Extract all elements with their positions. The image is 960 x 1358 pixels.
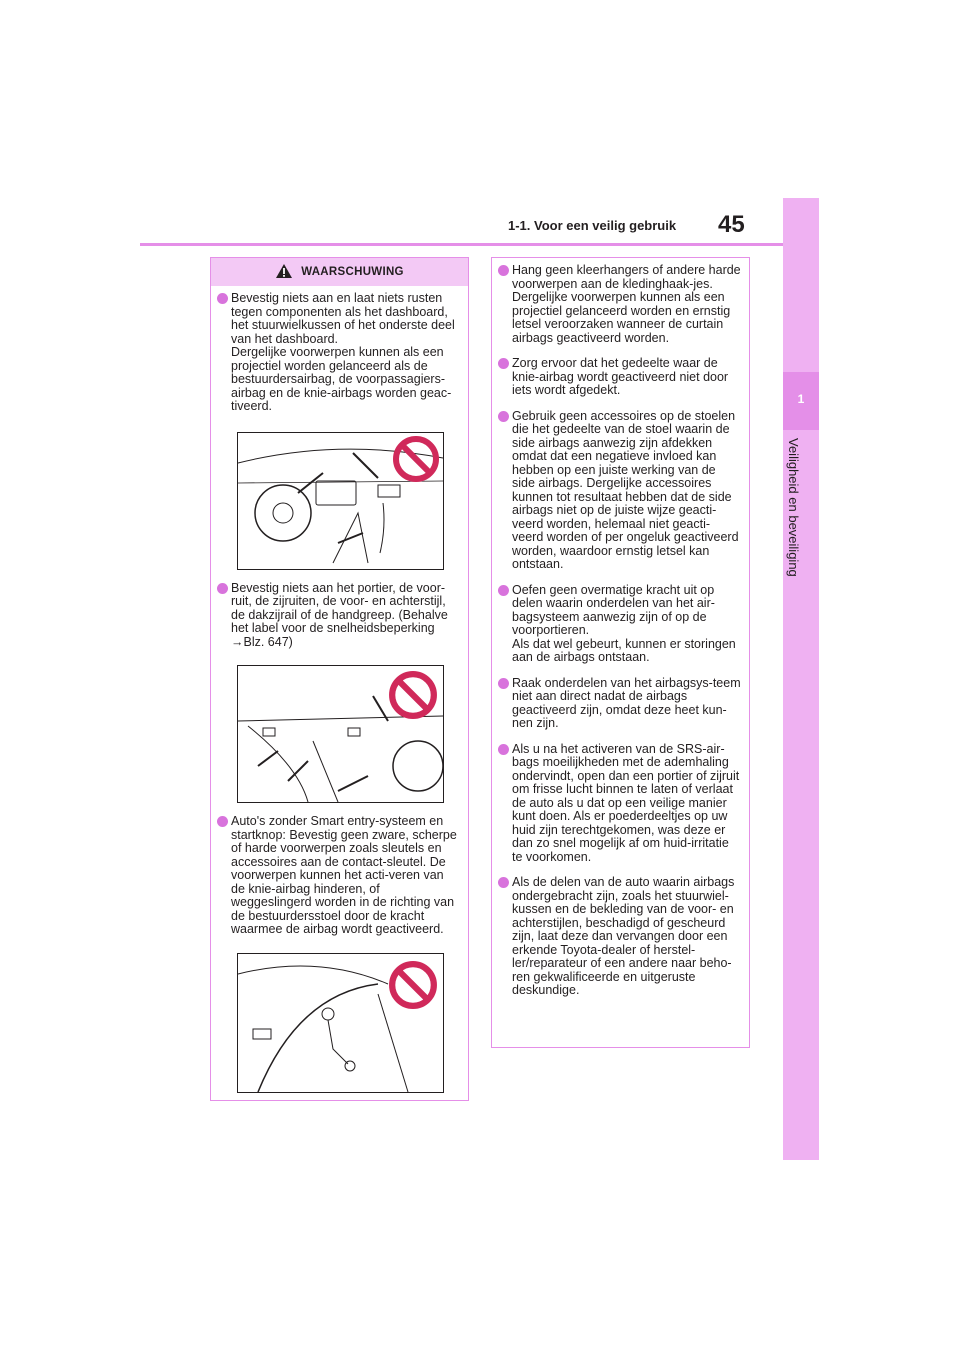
page-number: 45 — [718, 211, 745, 238]
bullet-icon — [498, 265, 509, 276]
section-title: 1-1. Voor een veilig gebruik — [508, 218, 677, 233]
warning-item: Gebruik geen accessoires op de stoelen die het gedeelte van de stoel waarin de side airbags aanwezig zijn afdekken omdat dat een negatieve invloed kan hebben op een juiste werking van de side airbags. Dergelijke accessoires kunnen tot resultaat hebben dat de side airbags niet op de juiste wijze geacti-veerd worden, helemaal niet geacti-veerd worden of per ongeluk geactiveerd worden, waardoor ernstig letsel kan ontstaan. — [495, 410, 741, 572]
warning-item: Raak onderdelen van het airbagsys-teem niet aan direct nadat de airbags geactiveerd zijn, omdat deze heet kun-nen zijn. — [495, 677, 741, 731]
bullet-icon — [217, 583, 228, 594]
warning-item: Bevestig niets aan en laat niets rusten tegen componenten als het dashboard, het stuurwielkussen of het onderste deel van het dashboard. Dergelijke voorwerpen kunnen als een projectiel worden gelanceerd als de bestuurdersairbag, de voorpassagiers-airbag en de knie-airbags worden geac-tiveerd. — [214, 292, 460, 414]
bullet-icon — [498, 358, 509, 369]
warning-header — [211, 258, 468, 286]
warning-item: Als de delen van de auto waarin airbags ondergebracht zijn, zoals het stuurwiel-kussen en de bekleding van de voor- en achterstijlen, beschadigd of gescheurd zijn, laat deze dan vervangen door een erkende Toyota-dealer of herstel-ler/reparateur of een andere naar beho-ren gekwalificeerde en uitgeruste deskundige. — [495, 876, 741, 998]
warning-triangle-icon — [275, 263, 293, 282]
bullet-icon — [498, 744, 509, 755]
prohibition-icon — [388, 670, 438, 720]
header-rule — [140, 243, 783, 246]
bullet-icon — [498, 411, 509, 422]
warning-item: Bevestig niets aan het portier, de voor-ruit, de zijruiten, de voor- en achterstijl, de dakzijrail of de handgreep. (Behalve het label voor de snelheidsbeperking →Blz. 647) — [214, 582, 460, 650]
prohibition-icon — [392, 435, 440, 483]
bullet-icon — [217, 293, 228, 304]
warning-item: Zorg ervoor dat het gedeelte waar de knie-airbag wordt geactiveerd niet door iets wordt afgedekt. — [495, 357, 741, 398]
illustration-dashboard — [237, 432, 444, 570]
illustration-ignition-key — [237, 953, 444, 1093]
warning-item: Hang geen kleerhangers of andere harde voorwerpen aan de kledinghaak-jes. Dergelijke voorwerpen kunnen als een projectiel gelanceerd worden en ernstig letsel veroorzaken wanneer de curtain airbags geactiveerd worden. — [495, 264, 741, 345]
bullet-icon — [217, 816, 228, 827]
chapter-number: 1 — [797, 392, 805, 406]
warning-box-left — [210, 257, 469, 1101]
warning-item: Auto's zonder Smart entry-systeem en startknop: Bevestig geen zware, scherpe of harde voorwerpen zoals sleutels en accessoires aan de contact-sleutel. De voorwerpen kunnen het acti-veren van de knie-airbag hinderen, of weggeslingerd worden in de richting van de bestuurdersstoel door de kracht waarmee de airbag wordt geactiveerd. — [214, 815, 460, 937]
warning-item: Als u na het activeren van de SRS-air-bags moeilijkheden met de ademhaling ondervindt, open dan een portier of zijruit om frisse lucht binnen te laten of verlaat de auto als u dat op een veilige manier kunt doen. Als er poederdeeltjes op uw huid zijn terechtgekomen, was deze er dan zo snel mogelijk af om huid-irritatie te voorkomen. — [495, 743, 741, 865]
chapter-side-tab — [783, 198, 819, 1160]
chapter-label: Veiligheid en beveiliging — [786, 438, 801, 577]
warning-box-right — [491, 257, 750, 1048]
prohibition-icon — [388, 960, 438, 1010]
bullet-icon — [498, 877, 509, 888]
warning-item: Oefen geen overmatige kracht uit op delen waarin onderdelen van het air-bagsysteem aanwezig zijn of op de voorportieren. Als dat wel gebeurt, kunnen er storingen aan de airbags ontstaan. — [495, 584, 741, 665]
warning-title: WAARSCHUWING — [301, 266, 404, 278]
illustration-door-pillar — [237, 665, 444, 803]
bullet-icon — [498, 585, 509, 596]
bullet-icon — [498, 678, 509, 689]
